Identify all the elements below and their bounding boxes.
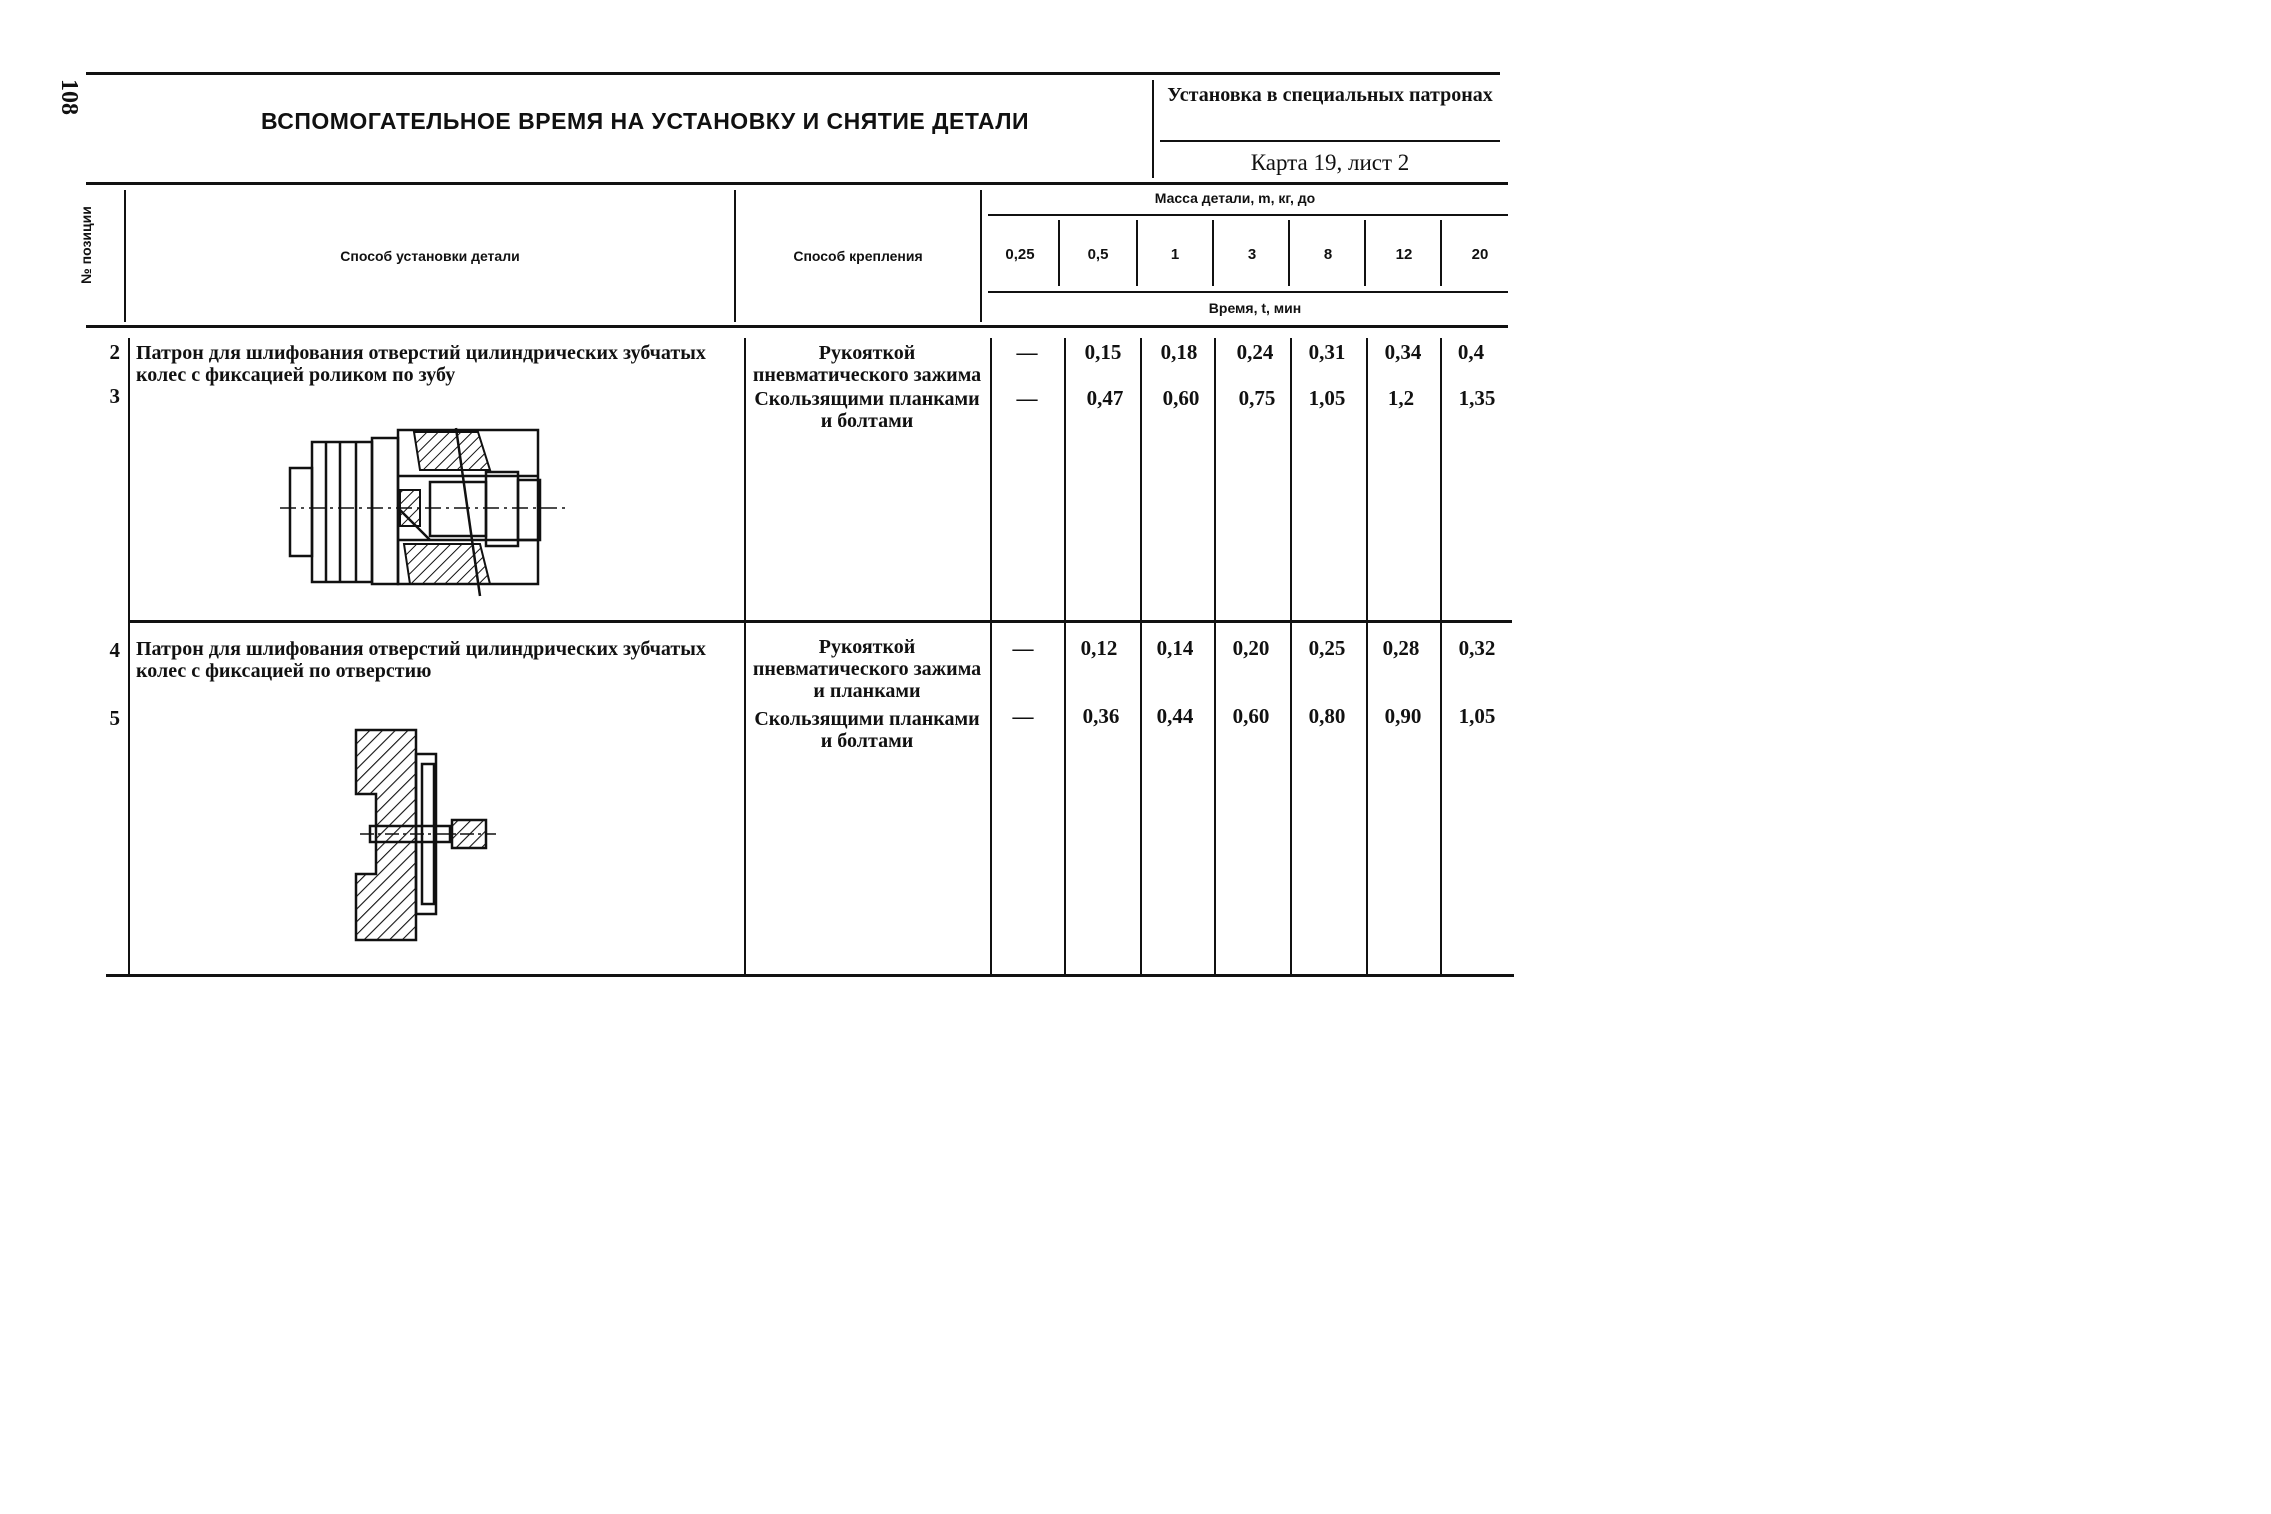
value-3-2: 0,60 <box>1162 386 1200 410</box>
page-title: ВСПОМОГАТЕЛЬНОЕ ВРЕМЯ НА УСТАНОВКУ И СНЯТИЕ ДЕТАЛИ <box>261 108 1029 134</box>
group-1-method: Патрон для шлифования отверстий цилиндрических зубчатых колес с фиксацией роликом по зубу <box>136 342 706 386</box>
fixing-row-5: Скользящими планками и болтами <box>754 708 980 752</box>
hdr-vline-m2 <box>1136 220 1138 286</box>
value-3-5: 1,2 <box>1387 386 1415 410</box>
value-3-6: 1,35 <box>1458 386 1496 410</box>
method-column-header: Способ установки детали <box>340 248 520 264</box>
value-4-3: 0,20 <box>1232 636 1270 660</box>
section-title: Установка в специальных патронах <box>1167 84 1493 106</box>
mass-col-2: 1 <box>1170 246 1180 263</box>
position-4: 4 <box>109 638 120 662</box>
value-2-2: 0,18 <box>1160 340 1198 364</box>
header-divider <box>1152 80 1154 178</box>
hdr-vline-m6 <box>1440 220 1442 286</box>
value-2-6: 0,4 <box>1457 340 1485 364</box>
card-reference: Карта 19, лист 2 <box>1250 150 1410 175</box>
mass-col-6: 20 <box>1471 246 1489 263</box>
group-2-method: Патрон для шлифования отверстий цилиндрических зубчатых колес с фиксацией по отверстию <box>136 638 706 682</box>
hdr-vline-m1 <box>1058 220 1060 286</box>
value-5-6: 1,05 <box>1458 704 1496 728</box>
hdr-vline-fix <box>980 190 982 322</box>
value-2-1: 0,15 <box>1084 340 1122 364</box>
value-5-3: 0,60 <box>1232 704 1270 728</box>
value-5-0: — <box>1012 704 1034 728</box>
mass-col-3: 3 <box>1247 246 1257 263</box>
table-top-rule <box>86 182 1508 185</box>
value-2-3: 0,24 <box>1236 340 1274 364</box>
value-4-2: 0,14 <box>1156 636 1194 660</box>
hdr-vline-method <box>734 190 736 322</box>
body-vline-method <box>744 338 746 976</box>
mass-header-rule <box>988 214 1508 216</box>
value-3-1: 0,47 <box>1086 386 1124 410</box>
mass-col-1: 0,5 <box>1087 246 1109 263</box>
header-bottom-rule <box>86 325 1508 328</box>
time-header-rule <box>988 291 1508 293</box>
hdr-vline-m5 <box>1364 220 1366 286</box>
value-3-0: — <box>1016 386 1038 410</box>
page-number: 108 <box>56 79 82 115</box>
value-5-5: 0,90 <box>1384 704 1422 728</box>
fixing-row-4: Рукояткой пневматического зажима и планками <box>752 636 982 702</box>
group-separator <box>128 620 1512 623</box>
hdr-vline-pos <box>124 190 126 322</box>
position-column-header: № позиции <box>78 206 94 284</box>
value-4-1: 0,12 <box>1080 636 1118 660</box>
position-3: 3 <box>109 384 120 408</box>
top-rule <box>86 72 1500 75</box>
time-header: Время, t, мин <box>1208 300 1302 316</box>
value-3-3: 0,75 <box>1238 386 1276 410</box>
value-2-0: — <box>1016 340 1038 364</box>
value-5-2: 0,44 <box>1156 704 1194 728</box>
value-2-5: 0,34 <box>1384 340 1422 364</box>
value-4-6: 0,32 <box>1458 636 1496 660</box>
body-vline-pos <box>128 338 130 976</box>
hdr-vline-m4 <box>1288 220 1290 286</box>
value-4-5: 0,28 <box>1382 636 1420 660</box>
mass-col-0: 0,25 <box>1005 246 1035 263</box>
value-4-4: 0,25 <box>1308 636 1346 660</box>
table-bottom-rule <box>106 974 1514 977</box>
chuck-roller-fixation-drawing <box>280 420 580 600</box>
value-5-1: 0,36 <box>1082 704 1120 728</box>
value-5-4: 0,80 <box>1308 704 1346 728</box>
fixing-column-header: Способ крепления <box>793 248 923 264</box>
position-2: 2 <box>109 340 120 364</box>
fixing-row-3: Скользящими планками и болтами <box>754 388 980 432</box>
chuck-bore-fixation-drawing <box>350 724 500 944</box>
section-rule <box>1160 140 1500 142</box>
hdr-vline-m3 <box>1212 220 1214 286</box>
value-3-4: 1,05 <box>1308 386 1346 410</box>
value-4-0: — <box>1012 636 1034 660</box>
fixing-row-2: Рукояткой пневматического зажима <box>752 342 982 386</box>
value-2-4: 0,31 <box>1308 340 1346 364</box>
mass-col-5: 12 <box>1395 246 1413 263</box>
mass-header: Масса детали, m, кг, до <box>1154 190 1316 206</box>
position-5: 5 <box>109 706 120 730</box>
mass-col-4: 8 <box>1323 246 1333 263</box>
